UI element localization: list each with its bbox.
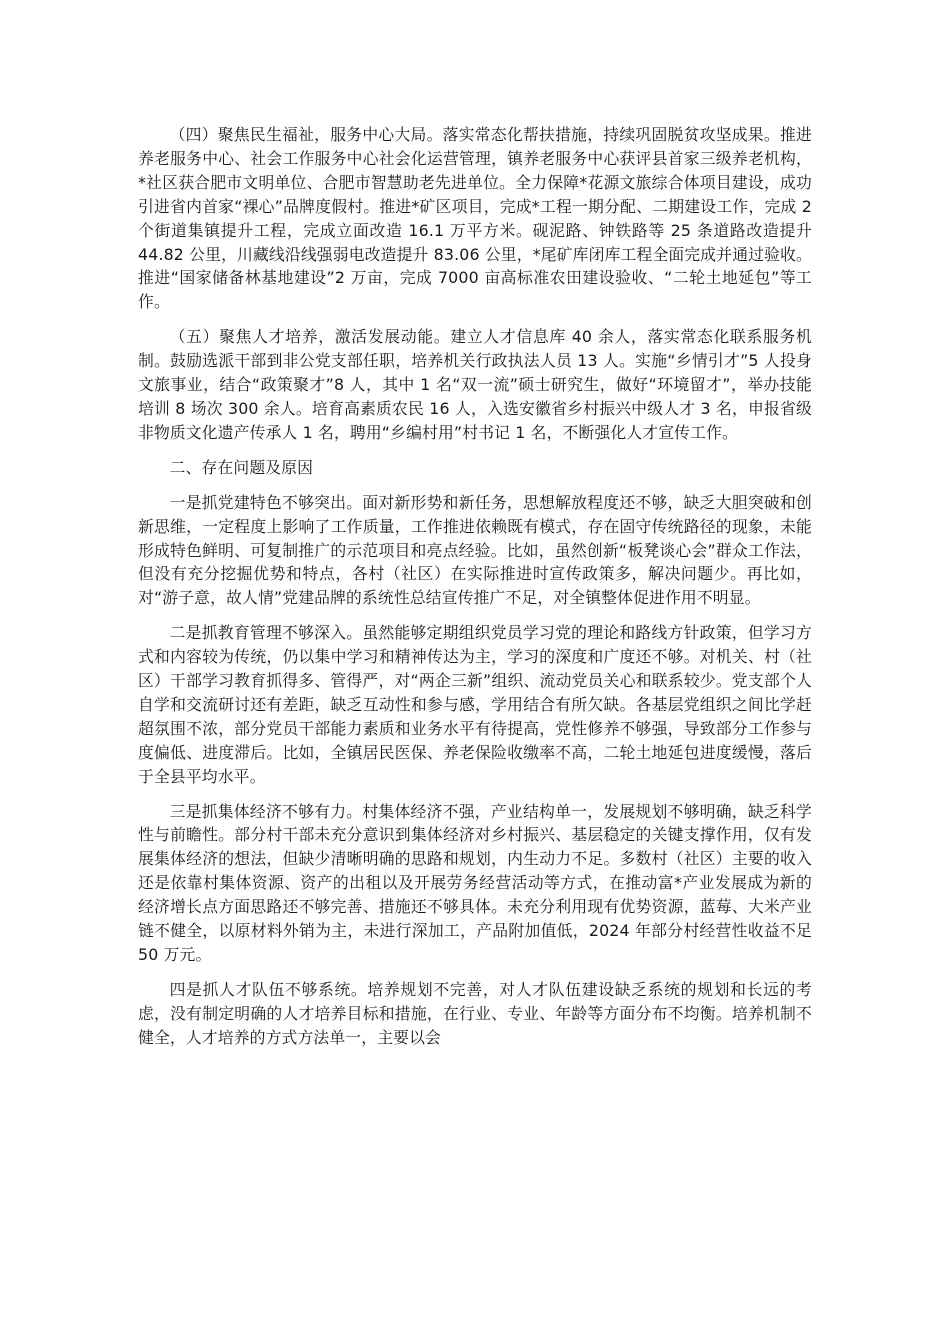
paragraph-education: 二是抓教育管理不够深入。虽然能够定期组织党员学习党的理论和路线方针政策，但学习方式和内容较为传统，仍以集中学习和精神传达为主，学习的深度和广度还不够。对机关、村（社区）干部学习教育抓得多、管得严，对“两企三新”组织、流动党员关心和联系较少。党支部个人自学和交流研讨还有差距，缺乏互动性和参与感，学用结合有所欠缺。各基层党组织之间比学赶超氛围不浓，部分党员干部能力素质和业务水平有待提高，党性修养不够强，导致部分工作参与度偏低、进度滞后。比如，全镇居民医保、养老保险收缴率不高，二轮土地延包进度缓慢，落后于全县平均水平。: [138, 623, 812, 786]
paragraph-talent: （五）聚焦人才培养，激活发展动能。建立人才信息库 40 余人，落实常态化联系服务机制。鼓励选派干部到非公党支部任职，培养机关行政执法人员 13 人。实施“乡情引才”5 人投身文旅事业，结合“政策聚才”8 人，其中 1 名“双一流”硕士研究生，做好“环境留才”，举办技能培训 8 场次 300 余人。培育高素质农民 16 人，入选安徽省乡村振兴中级人才 3 名，申报省级非物质文化遗产传承人 1 名，聘用“乡编村用”村书记 1 名，不断强化人才宣传工作。: [138, 327, 812, 442]
paragraph-party-building: 一是抓党建特色不够突出。面对新形势和新任务，思想解放程度还不够，缺乏大胆突破和创新思维，一定程度上影响了工作质量，工作推进依赖既有模式，存在固守传统路径的现象，未能形成特色鲜明、可复制推广的示范项目和亮点经验。比如，虽然创新“板凳谈心会”群众工作法，但没有充分挖掘优势和特点，各村（社区）在实际推进时宣传政策多，解决问题少。再比如，对“游子意，故人情”党建品牌的系统性总结宣传推广不足，对全镇整体促进作用不明显。: [138, 492, 812, 608]
paragraph-talent-team: 四是抓人才队伍不够系统。培养规划不完善，对人才队伍建设缺乏系统的规划和长远的考虑，没有制定明确的人才培养目标和措施，在行业、专业、年龄等方面分布不均衡。培养机制不健全，人才培养的方式方法单一，主要以会: [138, 979, 812, 1047]
section-heading-problems: 二、存在问题及原因: [169, 457, 314, 477]
paragraph-livelihood: （四）聚焦民生福祉，服务中心大局。落实常态化帮扶措施，持续巩固脱贫攻坚成果。推进养老服务中心、社会工作服务中心社会化运营管理，镇养老服务中心获评县首家三级养老机构，*社区获合肥市文明单位、合肥市智慧助老先进单位。全力保障*花源文旅综合体项目建设，成功引进省内首家“裸心”品牌度假村。推进*矿区项目，完成*工程一期分配、二期建设工作，完成 2 个街道集镇提升工程，完成立面改造 16.1 万平方米。砚泥路、钟铁路等 25 条道路改造提升 44.82 公里，川藏线沿线强弱电改造提升 83.06 公里，*尾矿库闭库工程全面完成并通过验收。推进“国家储备林基地建设”2 万亩，完成 7000 亩高标准农田建设验收、“二轮土地延包”等工作。: [138, 125, 812, 312]
document-page: [138, 123, 812, 1061]
paragraph-collective-economy: 三是抓集体经济不够有力。村集体经济不强，产业结构单一，发展规划不够明确，缺乏科学性与前瞻性。部分村干部未充分意识到集体经济对乡村振兴、基层稳定的关键支撑作用，仅有发展集体经济的想法，但缺少清晰明确的思路和规划，内生动力不足。多数村（社区）主要的收入还是依靠村集体资源、资产的出租以及开展劳务经营活动等方式，在推动富*产业发展成为新的经济增长点方面思路还不够完善、措施还不够具体。未充分利用现有优势资源，蓝莓、大米产业链不健全，以原材料外销为主，未进行深加工，产品附加值低，2024 年部分村经营性收益不足 50 万元。: [138, 801, 812, 964]
